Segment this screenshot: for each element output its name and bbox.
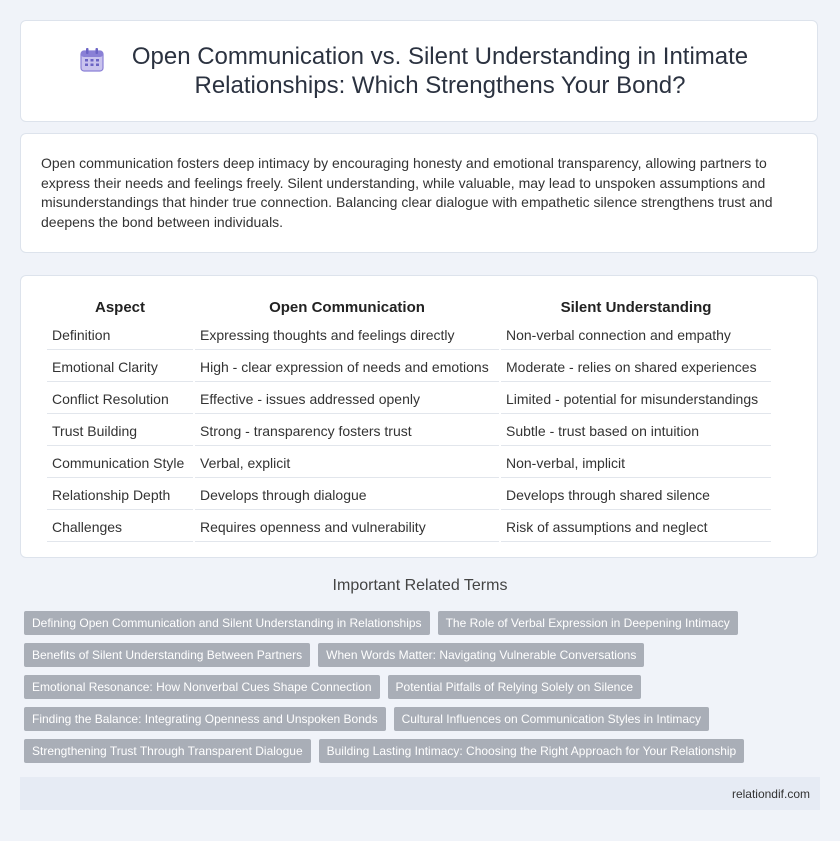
table-cell: Non-verbal connection and empathy — [501, 320, 771, 350]
related-term-tag[interactable]: When Words Matter: Navigating Vulnerable Conversations — [318, 643, 644, 667]
intro-card — [20, 133, 818, 253]
table-cell: Risk of assumptions and neglect — [501, 512, 771, 542]
header-aspect: Aspect — [94, 299, 146, 316]
table-cell: Expressing thoughts and feelings directly — [195, 320, 499, 350]
table-cell: Trust Building — [47, 416, 193, 446]
table-cell: Develops through shared silence — [501, 480, 771, 510]
related-terms-title: Important Related Terms — [332, 577, 508, 594]
table-row — [47, 352, 771, 382]
related-term-tag[interactable]: Potential Pitfalls of Relying Solely on Silence — [388, 675, 641, 699]
related-term-tag[interactable]: Benefits of Silent Understanding Between Partners — [24, 643, 310, 667]
table-row — [47, 384, 771, 414]
table-cell: Non-verbal, implicit — [501, 448, 771, 478]
comparison-card — [20, 275, 818, 558]
table-cell: Strong - transparency fosters trust — [195, 416, 499, 446]
table-cell: Verbal, explicit — [195, 448, 499, 478]
related-terms-tags — [24, 611, 814, 763]
related-term-tag[interactable]: Emotional Resonance: How Nonverbal Cues Shape Connection — [24, 675, 380, 699]
related-term-tag[interactable]: Finding the Balance: Integrating Openness and Unspoken Bonds — [24, 707, 386, 731]
footer-site-link[interactable]: relationdif.com — [731, 786, 810, 801]
table-cell: Emotional Clarity — [47, 352, 193, 382]
table-cell: Challenges — [47, 512, 193, 542]
related-term-tag[interactable]: Cultural Influences on Communication Styles in Intimacy — [394, 707, 709, 731]
table-row — [47, 320, 771, 350]
table-cell: Develops through dialogue — [195, 480, 499, 510]
comparison-table — [45, 294, 773, 544]
table-cell: Effective - issues addressed openly — [195, 384, 499, 414]
related-term-tag[interactable]: Strengthening Trust Through Transparent Dialogue — [24, 739, 311, 763]
table-cell: Relationship Depth — [47, 480, 193, 510]
table-cell: Conflict Resolution — [47, 384, 193, 414]
related-term-tag[interactable]: Building Lasting Intimacy: Choosing the Right Approach for Your Relationship — [319, 739, 745, 763]
table-row — [47, 416, 771, 446]
footer — [20, 777, 820, 810]
table-row — [47, 512, 771, 542]
table-header-row — [47, 296, 771, 318]
table-cell: Definition — [47, 320, 193, 350]
intro-text: Open communication fosters deep intimacy by encouraging honesty and emotional transparency, allowing partners to express their needs and feelings freely. Silent understanding, while valuable, may lead to unspoken assumptions and misunderstandings that hinder true connection. Balancing clear dialogue with empathetic silence strengthens trust and deepens the bond between individuals. — [41, 155, 773, 230]
table-cell: High - clear expression of needs and emotions — [195, 352, 499, 382]
related-term-tag[interactable]: The Role of Verbal Expression in Deepening Intimacy — [438, 611, 738, 635]
table-cell: Moderate - relies on shared experiences — [501, 352, 771, 382]
table-cell: Limited - potential for misunderstandings — [501, 384, 771, 414]
table-cell: Subtle - trust based on intuition — [501, 416, 771, 446]
table-row — [47, 480, 771, 510]
table-cell: Requires openness and vulnerability — [195, 512, 499, 542]
related-term-tag[interactable]: Defining Open Communication and Silent Understanding in Relationships — [24, 611, 430, 635]
page-title: Open Communication vs. Silent Understanding in Intimate Relationships: Which Strengthens Your Bond? — [131, 43, 749, 99]
header-open-communication: Open Communication — [269, 299, 425, 316]
title-card — [20, 20, 818, 122]
table-cell: Communication Style — [47, 448, 193, 478]
header-silent-understanding: Silent Understanding — [560, 299, 712, 316]
calendar-icon — [78, 46, 106, 74]
table-row — [47, 448, 771, 478]
